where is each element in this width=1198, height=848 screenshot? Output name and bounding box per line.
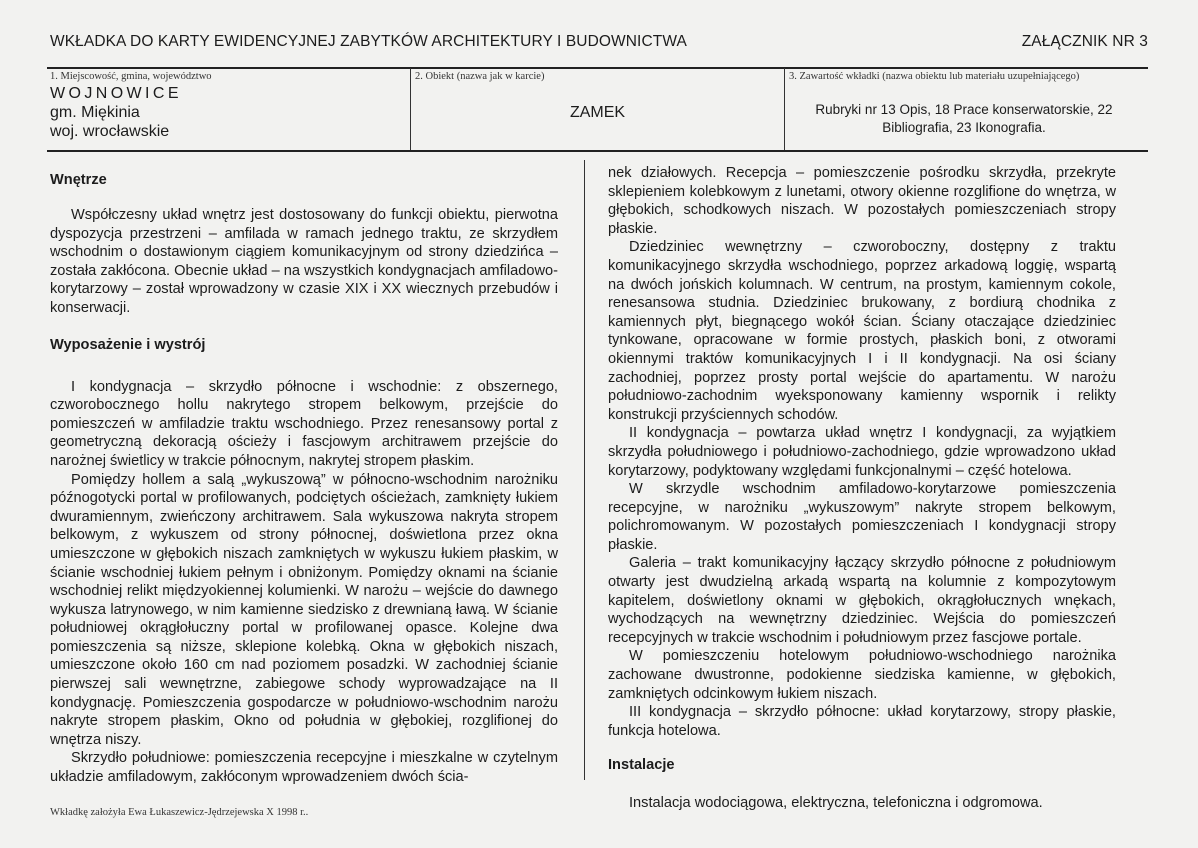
installations-heading: Instalacje <box>608 757 675 774</box>
body-paragraph: II kondygnacja – powtarza układ wnętrz I kondygnacji, za wyjątkiem skrzydła południowego i południowo-zachodniego, gdzie wprowadzono układ korytarzowy, podyktowany względami funkcjonalnymi – część hotelowa. <box>608 425 1116 479</box>
location-field-label: 1. Miejscowość, gmina, województwo <box>50 71 212 82</box>
page-header <box>50 33 1148 53</box>
furnishing-paragraph: Skrzydło południowe: pomieszczenia recepcyjne i mieszkalne w czytelnym układzie amfiladowym, zakłóconym wprowadzeniem dwóch ścia- <box>50 750 558 786</box>
document-title: WKŁADKA DO KARTY EWIDENCYJNEJ ZABYTKÓW ARCHITEKTURY I BUDOWNICTWA <box>50 33 687 50</box>
form-divider-2 <box>784 68 785 150</box>
body-paragraph: W skrzydle wschodnim amfiladowo-korytarzowe pomieszczenia recepcyjne, w narożniku „wykuszowym” nakryte stropem belkowym, polichromowanym. W pozostałych pomieszczeniach I kondygnacji stropy płaskie. <box>608 481 1116 553</box>
body-paragraph: W pomieszczeniu hotelowym południowo-wschodniego narożnika zachowane dwustronne, podokienne siedziska kamienne, w głębokich, zamkniętych odcinkowym łukiem niszach. <box>608 648 1116 702</box>
interior-paragraph: Współczesny układ wnętrz jest dostosowany do funkcji obiektu, pierwotna dyspozycja przestrzeni – amfilada w ramach jednego traktu, ze skrzydłem wschodnim o dostawionym ciągiem komunikacyjnym od strony dziedzińca – została zakłócona. Obecnie układ – na wszystkich kondygnacjach amfiladowo-korytarzowy – został wprowadzony w czasie XIX i XX wiecznych przebudów i konserwacji. <box>50 207 558 316</box>
author-footer: Wkładkę założyła Ewa Łukaszewicz-Jędrzejewska X 1998 r.. <box>50 807 309 818</box>
form-bottom-rule <box>47 150 1148 152</box>
furnishing-heading: Wyposażenie i wystrój <box>50 336 206 353</box>
furnishing-paragraph: Pomiędzy hollem a salą „wykuszową” w północno-wschodnim narożniku późnogotycki portal w profilowanych, podciętych ościeżach, zamknięty łukiem dwuramiennym, zwieńczony architrawem. Sala wykuszowa nakryta stropem belkowym, z wykuszem od strony północnej, doświetlona przez okna umieszczone w głębokich niszach zamkniętych w wykuszu łukiem płaskim, w ścianie wschodniej łukiem pełnym i obniżonym. Pomiędzy oknami na ścianie wschodniej relikt międzyokiennej kolumienki. W narożu – wejście do dawnego wykusza latrynowego, w nim kamienne siedzisko z drewnianą ławą. W ścianie południowej okrągłołuczny portal w profilowanej opasce. Kolejne dwa pomieszczenia są niższe, sklepione kolebką. Okna w głębokich niszach, umieszczone około 160 cm nad poziomem posadzki. W zachodniej ścianie pierwszej sali wewnętrzne, zabiegowe schody wyprowadzające na II kondygnację. Pomieszczenia gospodarcze w południowo-wschodnim narożu nakryte stropem płaskim, Okno od południa w głębokiej, rozglifionej do wnętrza niszy. <box>50 471 558 748</box>
body-paragraph: Dziedziniec wewnętrzny – czworoboczny, dostępny z traktu komunikacyjnego skrzydła wschodniego, poprzez arkadową loggię, wspartą na dwóch jońskich kolumnach. W centrum, na prostym, kamiennym cokole, renesansowa studnia. Dziedziniec brukowany, z bordiurą chodnika z kamiennych płyt, biegnącego wokół ścian. Ściany otaczające dziedziniec tynkowane, opracowane w formie prostych, płaskich boni, z otworami okiennymi traktów komunikacyjnych I i II kondygnacji. Na osi ściany zachodniej, poprzez prosty portal wejście do apartamentu. W narożu południowo-zachodnim wyeksponowany kamienny wspornik i relikty konstrukcji przyściennych schodów. <box>608 239 1116 423</box>
furnishing-paragraph: I kondygnacja – skrzydło północne i wschodnie: z obszernego, czworobocznego hollu nakrytego stropem belkowym, przejście do pomieszczeń w amfiladzie traktu wschodniego. Przez renesansowy portal z geometryczną dekoracją ościeży i fascjowym architrawem przejście do narożnej świetlicy w trakcie północnym, nakrytej stropem płaskim. <box>50 378 558 469</box>
column-separator <box>584 160 585 780</box>
location-field <box>50 84 182 141</box>
annex-number: ZAŁĄCZNIK NR 3 <box>1021 33 1148 50</box>
left-column <box>50 171 558 787</box>
contents-field-label: 3. Zawartość wkładki (nazwa obiektu lub materiału uzupełniającego) <box>789 71 1080 82</box>
object-field-label: 2. Obiekt (nazwa jak w karcie) <box>415 71 545 82</box>
interior-heading: Wnętrze <box>50 172 107 188</box>
body-paragraph: III kondygnacja – skrzydło północne: układ korytarzowy, stropy płaskie, funkcja hotelowa. <box>608 704 1116 739</box>
body-paragraph: nek działowych. Recepcja – pomieszczenie pośrodku skrzydła, przekryte sklepieniem kolebkowym z lunetami, otwory okienne rozglifione do wnętrza, w głębokich, schodkowych niszach. W pozostałych pomieszczeniach stropy płaskie. <box>608 165 1116 237</box>
voivodeship-name: woj. wrocławskie <box>50 123 170 140</box>
installations-text: Instalacja wodociągowa, elektryczna, telefoniczna i odgromowa. <box>629 795 1043 812</box>
contents-value: Rubryki nr 13 Opis, 18 Prace konserwatorskie, 22 Bibliografia, 23 Ikonografia. <box>815 102 1113 135</box>
town-name: WOJNOWICE <box>50 85 182 102</box>
body-paragraph: Galeria – trakt komunikacyjny łączący skrzydło północne z południowym otwarty jest dwudzielną arkadą wspartą na kolumnie z kompozytowym kapitelem, doświetlony oknami w głębokich, okrągłołucznych wnękach, wychodzących na wewnętrzny dziedziniec. Wejścia do pomieszczeń recepcyjnych w trakcie wschodnim i południowym przez fascjowe portale. <box>608 555 1116 646</box>
form-top-rule <box>47 67 1148 69</box>
object-name: ZAMEK <box>569 104 626 121</box>
right-column <box>608 164 1116 813</box>
commune-name: gm. Miękinia <box>50 104 140 121</box>
